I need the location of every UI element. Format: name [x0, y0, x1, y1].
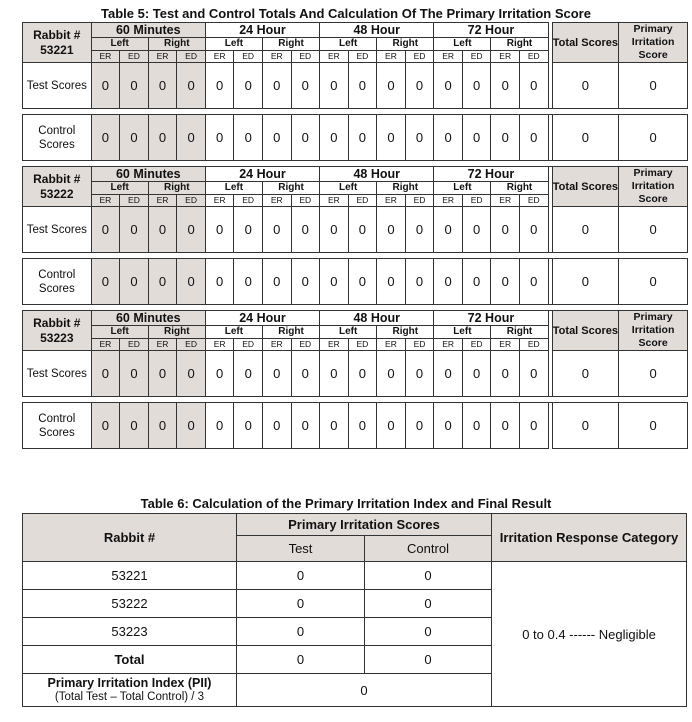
score-cell: 0 — [291, 115, 320, 161]
time-point-header: 72 Hour — [434, 167, 548, 182]
total-score-cell: 0 — [552, 115, 619, 161]
code-header: ER — [434, 51, 463, 63]
total-score-cell: 0 — [552, 207, 619, 253]
code-header: ED — [462, 195, 491, 207]
side-header: Left — [320, 182, 377, 195]
test-header: Test — [237, 536, 365, 562]
pii-formula: (Total Test – Total Control) / 3 — [54, 691, 205, 703]
score-cell: 0 — [405, 207, 434, 253]
side-header: Right — [262, 182, 319, 195]
code-header: ER — [434, 195, 463, 207]
score-cell: 0 — [519, 259, 548, 305]
code-header: ED — [519, 195, 548, 207]
score-cell: 0 — [348, 351, 377, 397]
code-header: ED — [234, 195, 263, 207]
score-cell: 0 — [320, 403, 349, 449]
score-cell: 0 — [377, 403, 406, 449]
rabbit-id-cell — [23, 23, 92, 63]
score-cell: 0 — [519, 207, 548, 253]
code-header: ED — [120, 195, 149, 207]
score-cell: 0 — [491, 207, 520, 253]
time-point-header: 24 Hour — [205, 167, 319, 182]
score-cell: 0 — [462, 207, 491, 253]
code-header: ER — [434, 339, 463, 351]
code-header: ED — [405, 339, 434, 351]
code-header: ED — [405, 195, 434, 207]
score-cell: 0 — [205, 259, 234, 305]
control-score-cell: 0 — [365, 590, 492, 618]
pis-header: Primary Irritation Score — [619, 167, 688, 207]
score-cell: 0 — [205, 115, 234, 161]
score-cell: 0 — [91, 63, 120, 109]
control-score-cell: 0 — [365, 562, 492, 590]
score-cell: 0 — [519, 115, 548, 161]
score-cell: 0 — [177, 115, 206, 161]
score-cell: 0 — [91, 115, 120, 161]
code-header: ED — [291, 51, 320, 63]
score-cell: 0 — [262, 63, 291, 109]
total-score-cell: 0 — [552, 403, 619, 449]
time-point-header: 60 Minutes — [91, 23, 205, 38]
table6 — [22, 513, 687, 707]
side-header: Left — [205, 38, 262, 51]
score-cell: 0 — [291, 207, 320, 253]
side-header: Left — [434, 326, 491, 339]
time-point-header: 72 Hour — [434, 23, 548, 38]
side-header: Left — [205, 182, 262, 195]
score-cell: 0 — [205, 63, 234, 109]
score-cell: 0 — [148, 351, 177, 397]
code-header: ER — [377, 339, 406, 351]
side-header: Right — [148, 38, 205, 51]
time-point-header: 48 Hour — [320, 23, 434, 38]
score-cell: 0 — [120, 259, 149, 305]
pis-cell: 0 — [619, 63, 688, 109]
score-cell: 0 — [491, 351, 520, 397]
side-header: Left — [205, 326, 262, 339]
score-cell: 0 — [234, 403, 263, 449]
score-cell: 0 — [148, 259, 177, 305]
score-row-label: Test Scores — [23, 63, 92, 109]
rabbit-id-cell — [23, 167, 92, 207]
score-cell: 0 — [262, 403, 291, 449]
pis-cell: 0 — [619, 351, 688, 397]
score-cell: 0 — [177, 403, 206, 449]
pis-header: Primary Irritation Scores — [237, 514, 492, 536]
score-cell: 0 — [348, 207, 377, 253]
time-point-header: 24 Hour — [205, 23, 319, 38]
code-header: ED — [120, 339, 149, 351]
side-header: Right — [148, 326, 205, 339]
side-header: Right — [491, 182, 548, 195]
total-label: Total — [23, 646, 237, 674]
score-row-label: Control Scores — [23, 403, 92, 449]
score-cell: 0 — [320, 63, 349, 109]
total-scores-header: Total Scores — [552, 23, 619, 63]
code-header: ED — [177, 51, 206, 63]
code-header: ER — [320, 195, 349, 207]
score-cell: 0 — [234, 351, 263, 397]
score-cell: 0 — [491, 63, 520, 109]
score-row-label: Control Scores — [23, 259, 92, 305]
code-header: ER — [148, 195, 177, 207]
score-row-label: Test Scores — [23, 207, 92, 253]
control-score-cell: 0 — [365, 618, 492, 646]
rabbit-prefix: Rabbit # — [33, 27, 81, 42]
score-cell: 0 — [377, 207, 406, 253]
side-header: Left — [434, 38, 491, 51]
code-header: ER — [262, 51, 291, 63]
test-score-cell: 0 — [237, 590, 365, 618]
code-header: ED — [177, 195, 206, 207]
score-cell: 0 — [120, 403, 149, 449]
code-header: ED — [348, 339, 377, 351]
score-cell: 0 — [120, 63, 149, 109]
score-cell: 0 — [148, 63, 177, 109]
score-cell: 0 — [434, 259, 463, 305]
rabbit-cell: 53221 — [23, 562, 237, 590]
code-header: ER — [491, 195, 520, 207]
time-point-header: 72 Hour — [434, 311, 548, 326]
score-cell: 0 — [234, 207, 263, 253]
score-cell: 0 — [177, 351, 206, 397]
code-header: ER — [262, 195, 291, 207]
response-category-cell: 0 to 0.4 ------ Negligible — [492, 562, 687, 707]
total-control-cell: 0 — [365, 646, 492, 674]
side-header: Left — [91, 182, 148, 195]
score-cell: 0 — [148, 207, 177, 253]
score-cell: 0 — [262, 115, 291, 161]
total-score-cell: 0 — [552, 63, 619, 109]
code-header: ER — [205, 195, 234, 207]
code-header: ED — [177, 339, 206, 351]
code-header: ED — [519, 339, 548, 351]
score-cell: 0 — [348, 63, 377, 109]
score-cell: 0 — [291, 259, 320, 305]
code-header: ED — [120, 51, 149, 63]
score-cell: 0 — [320, 259, 349, 305]
score-cell: 0 — [405, 63, 434, 109]
score-cell: 0 — [462, 259, 491, 305]
score-cell: 0 — [491, 115, 520, 161]
code-header: ED — [291, 195, 320, 207]
table6-title: Table 6: Calculation of the Primary Irritation Index and Final Result — [140, 496, 552, 511]
score-cell: 0 — [405, 403, 434, 449]
score-cell: 0 — [291, 63, 320, 109]
score-cell: 0 — [320, 115, 349, 161]
rabbit-id-cell — [23, 311, 92, 351]
score-cell: 0 — [377, 115, 406, 161]
score-cell: 0 — [91, 207, 120, 253]
code-header: ED — [291, 339, 320, 351]
total-scores-header: Total Scores — [552, 167, 619, 207]
rabbit-cell: 53222 — [23, 590, 237, 618]
code-header: ER — [491, 339, 520, 351]
code-header: ER — [205, 51, 234, 63]
pis-cell: 0 — [619, 115, 688, 161]
score-cell: 0 — [320, 351, 349, 397]
score-cell: 0 — [91, 403, 120, 449]
pis-cell: 0 — [619, 259, 688, 305]
side-header: Left — [320, 38, 377, 51]
score-cell: 0 — [462, 403, 491, 449]
score-cell: 0 — [348, 259, 377, 305]
pis-header: Primary Irritation Score — [619, 23, 688, 63]
rabbit-id: 53221 — [40, 42, 74, 57]
time-point-header: 60 Minutes — [91, 167, 205, 182]
score-cell: 0 — [177, 259, 206, 305]
code-header: ED — [462, 339, 491, 351]
side-header: Right — [491, 38, 548, 51]
time-point-header: 24 Hour — [205, 311, 319, 326]
score-cell: 0 — [234, 63, 263, 109]
code-header: ED — [234, 339, 263, 351]
code-header: ER — [320, 339, 349, 351]
time-point-header: 60 Minutes — [91, 311, 205, 326]
score-cell: 0 — [91, 351, 120, 397]
score-cell: 0 — [205, 403, 234, 449]
score-cell: 0 — [177, 63, 206, 109]
total-score-cell: 0 — [552, 351, 619, 397]
score-cell: 0 — [348, 115, 377, 161]
code-header: ER — [148, 51, 177, 63]
score-cell: 0 — [377, 259, 406, 305]
score-cell: 0 — [519, 351, 548, 397]
pii-label-cell — [23, 674, 237, 707]
score-cell: 0 — [262, 207, 291, 253]
score-cell: 0 — [148, 403, 177, 449]
score-cell: 0 — [405, 115, 434, 161]
score-cell: 0 — [405, 259, 434, 305]
test-score-cell: 0 — [237, 562, 365, 590]
total-score-cell: 0 — [552, 259, 619, 305]
code-header: ER — [91, 195, 120, 207]
side-header: Right — [262, 38, 319, 51]
score-cell: 0 — [120, 115, 149, 161]
pii-value-cell: 0 — [237, 674, 492, 707]
code-header: ED — [348, 195, 377, 207]
score-row-label: Control Scores — [23, 115, 92, 161]
score-cell: 0 — [234, 259, 263, 305]
code-header: ER — [91, 51, 120, 63]
pis-cell: 0 — [619, 403, 688, 449]
code-header: ER — [377, 195, 406, 207]
rabbit-prefix: Rabbit # — [33, 315, 81, 330]
score-cell: 0 — [205, 207, 234, 253]
rabbit-id: 53222 — [40, 186, 74, 201]
code-header: ED — [348, 51, 377, 63]
code-header: ER — [148, 339, 177, 351]
side-header: Right — [491, 326, 548, 339]
score-cell: 0 — [262, 351, 291, 397]
score-cell: 0 — [120, 207, 149, 253]
score-cell: 0 — [377, 63, 406, 109]
side-header: Left — [320, 326, 377, 339]
score-cell: 0 — [348, 403, 377, 449]
side-header: Left — [91, 326, 148, 339]
score-cell: 0 — [120, 351, 149, 397]
time-point-header: 48 Hour — [320, 311, 434, 326]
rabbit-cell: 53223 — [23, 618, 237, 646]
rabbit-prefix: Rabbit # — [33, 171, 81, 186]
table5-title: Table 5: Test and Control Totals And Calculation Of The Primary Irritation Score — [101, 6, 591, 21]
score-cell: 0 — [234, 115, 263, 161]
score-cell: 0 — [434, 351, 463, 397]
pis-header: Primary Irritation Score — [619, 311, 688, 351]
score-cell: 0 — [291, 403, 320, 449]
side-header: Left — [434, 182, 491, 195]
side-header: Right — [377, 326, 434, 339]
code-header: ER — [491, 51, 520, 63]
score-cell: 0 — [462, 63, 491, 109]
score-cell: 0 — [91, 259, 120, 305]
code-header: ED — [234, 51, 263, 63]
score-cell: 0 — [434, 63, 463, 109]
score-cell: 0 — [519, 403, 548, 449]
score-row-label: Test Scores — [23, 351, 92, 397]
score-cell: 0 — [291, 351, 320, 397]
score-cell: 0 — [320, 207, 349, 253]
total-test-cell: 0 — [237, 646, 365, 674]
side-header: Left — [91, 38, 148, 51]
side-header: Right — [377, 182, 434, 195]
pis-cell: 0 — [619, 207, 688, 253]
score-cell: 0 — [462, 115, 491, 161]
score-cell: 0 — [377, 351, 406, 397]
score-cell: 0 — [177, 207, 206, 253]
score-cell: 0 — [462, 351, 491, 397]
side-header: Right — [262, 326, 319, 339]
score-cell: 0 — [434, 403, 463, 449]
pii-label: Primary Irritation Index (PII) — [47, 676, 212, 690]
code-header: ER — [320, 51, 349, 63]
side-header: Right — [377, 38, 434, 51]
code-header: ED — [405, 51, 434, 63]
score-cell: 0 — [405, 351, 434, 397]
score-cell: 0 — [491, 259, 520, 305]
score-cell: 0 — [434, 207, 463, 253]
rabbit-header: Rabbit # — [23, 514, 237, 562]
side-header: Right — [148, 182, 205, 195]
score-cell: 0 — [148, 115, 177, 161]
score-cell: 0 — [434, 115, 463, 161]
code-header: ED — [519, 51, 548, 63]
code-header: ER — [91, 339, 120, 351]
code-header: ER — [377, 51, 406, 63]
total-scores-header: Total Scores — [552, 311, 619, 351]
score-cell: 0 — [491, 403, 520, 449]
score-cell: 0 — [205, 351, 234, 397]
code-header: ER — [205, 339, 234, 351]
code-header: ED — [462, 51, 491, 63]
score-cell: 0 — [262, 259, 291, 305]
code-header: ER — [262, 339, 291, 351]
time-point-header: 48 Hour — [320, 167, 434, 182]
control-header: Control — [365, 536, 492, 562]
score-cell: 0 — [519, 63, 548, 109]
rabbit-id: 53223 — [40, 330, 74, 345]
response-header: Irritation Response Category — [492, 514, 687, 562]
test-score-cell: 0 — [237, 618, 365, 646]
table5 — [22, 22, 688, 449]
